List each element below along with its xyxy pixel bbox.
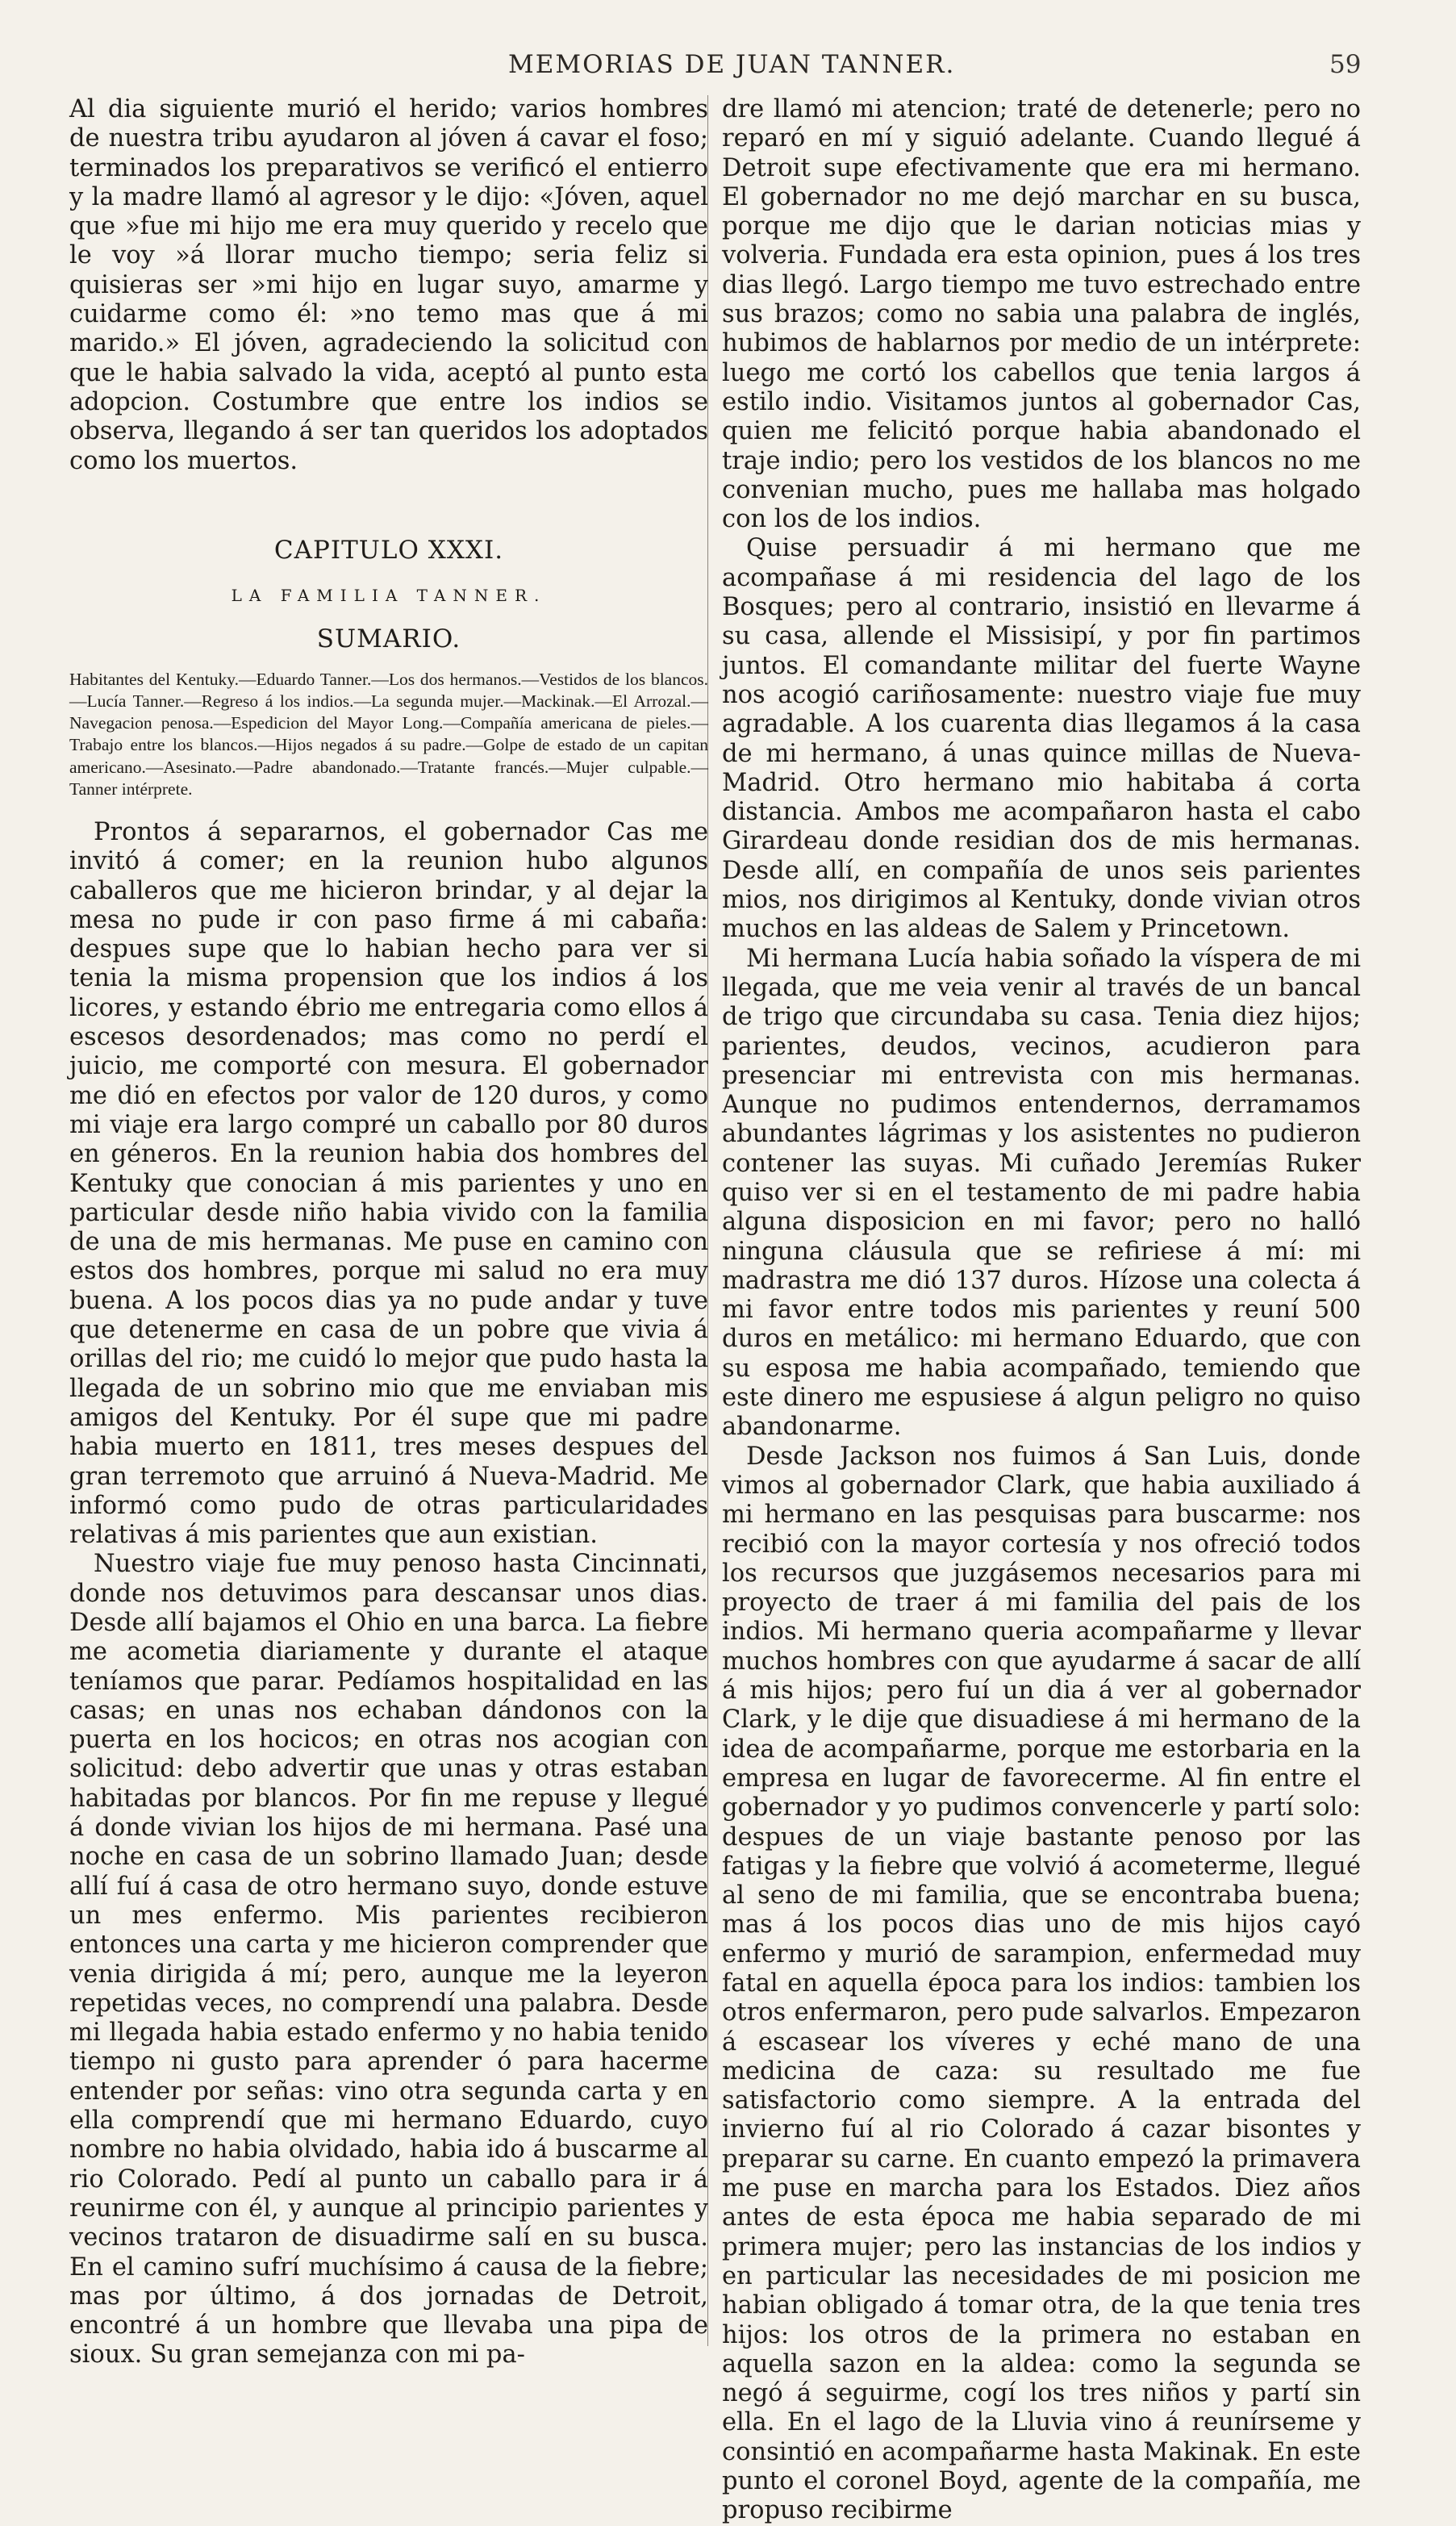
summary-heading: SUMARIO. bbox=[316, 624, 461, 654]
chapter-title: CAPITULO XXXI. bbox=[273, 535, 504, 565]
paragraph: Quise persuadir á mi hermano que me acompañase á mi residencia del lago de los Bosques; pero al contrario, insistió en llevarme á su casa, allende el Missisipí, y por fin partimos juntos. El comandante militar del fuerte Wayne nos acogió cariñosamente: nuestro viaje fue muy agradable. A los cuarenta dias llegamos á la casa de mi hermano, á unas quince millas de Nueva-Madrid. Otro hermano mio habitaba á corta distancia. Ambos me acompañaron hasta el cabo Girardeau donde residian dos de mis hermanas. Desde allí, en compañía de unos seis parientes mios, nos dirigimos al Kentuky, donde vivian otros muchos en las aldeas de Salem y Princetown. bbox=[722, 534, 1361, 944]
left-column bbox=[69, 95, 708, 2370]
right-column bbox=[722, 95, 1361, 2526]
page-number: 59 bbox=[1329, 50, 1362, 79]
paragraph: Nuestro viaje fue muy penoso hasta Cincinnati, donde nos detuvimos para descansar unos dias. Desde allí bajamos el Ohio en una barca. La fiebre me acometia diariamente y durante el ataque teníamos que parar. Pedíamos hospitalidad en las casas; en unas nos echaban dándonos con la puerta en los hocicos; en otras nos acogian con solicitud: debo advertir que unas y otras estaban habitadas por blancos. Por fin me repuse y llegué á donde vivian los hijos de mi hermana. Pasé una noche en casa de un sobrino llamado Juan; desde allí fuí á casa de otro hermano suyo, donde estuve un mes enfermo. Mis parientes recibieron entonces una carta y me hicieron comprender que venia dirigida á mí; pero, aunque me la leyeron repetidas veces, no comprendí una palabra. Desde mi llegada habia estado enfermo y no habia tenido tiempo ni gusto para aprender ó para hacerme entender por señas: vino otra segunda carta y en ella comprendí que mi hermano Eduardo, cuyo nombre no habia olvidado, habia ido á buscarme al rio Colorado. Pedí al punto un caballo para ir á reunirme con él, y aunque al principio parientes y vecinos trataron de disuadirme salí en su busca. En el camino sufrí muchísimo á causa de la fiebre; mas por último, á dos jornadas de Detroit, encontré á un hombre que llevaba una pipa de sioux. Su gran semejanza con mi pa- bbox=[69, 1550, 708, 2369]
paragraph: Al dia siguiente murió el herido; varios hombres de nuestra tribu ayudaron al jóven á cavar el foso; terminados los preparativos se verificó el entierro y la madre llamó al agresor y le dijo: «Jóven, aquel que »fue mi hijo me era muy querido y recelo que le voy »á llorar mucho tiempo; seria feliz si quisieras ser »mi hijo en lugar suyo, amarme y cuidarme como él: »no temo mas que á mi marido.» El jóven, agradeciendo la solicitud con que le habia salvado la vida, aceptó al punto esta adopcion. Costumbre que entre los indios se observa, llegando á ser tan queridos los adoptados como los muertos. bbox=[69, 95, 708, 475]
summary-text: Habitantes del Kentuky.—Eduardo Tanner.—Los dos hermanos.—Vestidos de los blancos.—Lucía Tanner.—Regreso á los indios.—La segunda mujer.—Mackinak.—El Arrozal.—Navegacion penosa.—Espedicion del Mayor Long.—Compañía americana de pieles.—Trabajo entre los blancos.—Hijos negados á su padre.—Golpe de estado de un capitan americano.—Asesinato.—Padre abandonado.—Tratante francés.—Mujer culpable.—Tanner intérprete. bbox=[69, 669, 708, 799]
paragraph: dre llamó mi atencion; traté de detenerle; pero no reparó en mí y siguió adelante. Cuando llegué á Detroit supe efectivamente que era mi hermano. El gobernador no me dejó marchar en su busca, porque me dijo que le darian noticias mias y volveria. Fundada era esta opinion, pues á los tres dias llegó. Largo tiempo me tuvo estrechado entre sus brazos; como no sabia una palabra de inglés, hubimos de hablarnos por medio de un intérprete: luego me cortó los cabellos que tenia largos á estilo indio. Visitamos juntos al gobernador Cas, quien me felicitó porque habia abandonado el traje indio; pero los vestidos de los blancos no me convenian mucho, pues me hallaba mas holgado con los de los indios. bbox=[722, 95, 1361, 534]
paragraph: Desde Jackson nos fuimos á San Luis, donde vimos al gobernador Clark, que habia auxiliado á mi hermano en las pesquisas para buscarme: nos recibió con la mayor cortesía y nos ofreció todos los recursos que juzgásemos necesarios para mi proyecto de traer á mi familia del pais de los indios. Mi hermano queria acompañarme y llevar muchos hombres con que ayudarme á sacar de allí á mis hijos; pero fuí un dia á ver al gobernador Clark, y le dije que disuadiese á mi hermano de la idea de acompañarme, porque me estorbaria en la empresa en lugar de favorecerme. Al fin entre el gobernador y yo pudimos convencerle y partí solo: despues de un viaje bastante penoso por las fatigas y la fiebre que volvió á acometerme, llegué al seno de mi familia, que se encontraba buena; mas á los pocos dias uno de mis hijos cayó enfermo y murió de sarampion, enfermedad muy fatal en aquella época para los indios: tambien los otros enfermaron, pero pude salvarlos. Empezaron á escasear los víveres y eché mano de una medicina de caza: su resultado me fue satisfactorio como siempre. A la entrada del invierno fuí al rio Colorado á cazar bisontes y preparar su carne. En cuanto empezó la primavera me puse en marcha para los Estados. Diez años antes de esta época me habia separado de mi primera mujer; pero las instancias de los indios y en particular las necesidades de mi posicion me habian obligado á tomar otra, de la que tenia tres hijos: los otros de la primera no estaban en aquella sazon en la aldea: como la segunda se negó á seguirme, cogí los tres niños y partí sin ella. En el lago de la Lluvia vino á reunírseme y consintió en acompañarme hasta Makinak. En este punto el coronel Boyd, agente de la compañía, me propuso recibirme bbox=[722, 1442, 1361, 2525]
page-header bbox=[0, 50, 1456, 89]
running-title: MEMORIAS DE JUAN TANNER. bbox=[508, 50, 956, 79]
paragraph: Prontos á separarnos, el gobernador Cas me invitó á comer; en la reunion hubo algunos caballeros que me hicieron brindar, y al dejar la mesa no pude ir con paso firme á mi cabaña: despues supe que lo habian hecho para ver si tenia la misma propension que los indios á los licores, y estando ébrio me entregaria como ellos á escesos desordenados; mas como no perdí el juicio, me comporté con mesura. El gobernador me dió en efectos por valor de 120 duros, y como mi viaje era largo compré un caballo por 80 duros en géneros. En la reunion habia dos hombres del Kentuky que conocian á mis parientes y uno en particular desde niño habia vivido con la familia de una de mis hermanas. Me puse en camino con estos dos hombres, porque mi salud no era muy buena. A los pocos dias ya no pude andar y tuve que detenerme en casa de un pobre que vivia á orillas del rio; me cuidó lo mejor que pudo hasta la llegada de un sobrino mio que me enviaban mis amigos del Kentuky. Por él supe que mi padre habia muerto en 1811, tres meses despues del gran terremoto que arruinó á Nueva-Madrid. Me informó como pudo de otras particularidades relativas á mis parientes que aun existian. bbox=[69, 817, 708, 1550]
paragraph: Mi hermana Lucía habia soñado la víspera de mi llegada, que me veia venir al través de un bancal de trigo que circundaba su casa. Tenia diez hijos; parientes, deudos, vecinos, acudieron para presenciar mi entrevista con mis hermanas. Aunque no pudimos entendernos, derramamos abundantes lágrimas y los asistentes no pudieron contener las suyas. Mi cuñado Jeremías Ruker quiso ver si en el testamento de mi padre habia alguna disposicion en mi favor; pero no halló ninguna cláusula que se refiriese á mí: mi madrastra me dió 137 duros. Hízose una colecta á mi favor entre todos mis parientes y reuní 500 duros en metálico: mi hermano Eduardo, que con su esposa me habia acompañado, temiendo que este dinero me espusiese á algun peligro no quiso abandonarme. bbox=[722, 944, 1361, 1442]
chapter-subtitle: LA FAMILIA TANNER. bbox=[231, 586, 547, 606]
